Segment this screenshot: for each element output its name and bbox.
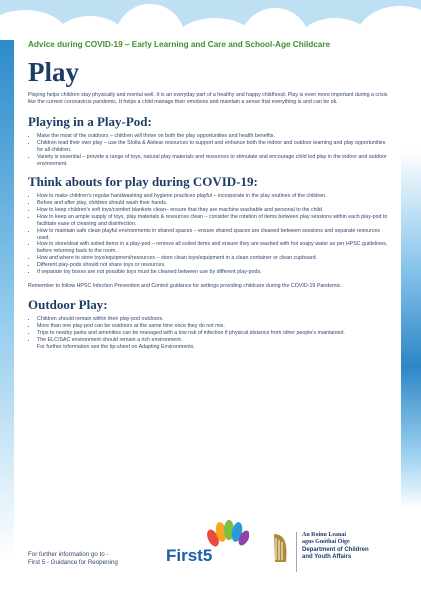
list-item: • Children lead their own play – use the Síolta & Aistear resources to support and enhance both the indoor and outdoor learning and play opportunities for all children. [37, 140, 388, 154]
guidance-link[interactable]: First 5 - Guidance for Reopening [28, 559, 118, 566]
section-heading-pod: Playing in a Play-Pod: [28, 114, 152, 129]
document-header: Advice during COVID-19 – Early Learning and Care and School-Age Childcare [28, 40, 331, 49]
section-heading-outdoor: Outdoor Play: [28, 296, 108, 312]
list-item: • Make the most of the outdoors – children will thrive on both the play opportunities and health benefits. [37, 133, 388, 140]
section-heading-think: Think abouts for play during COVID-19: [28, 173, 258, 189]
list-item: • Trips to nearby parks and amenities can be managed with a low risk of infection if physical distance from other people's maintained. [37, 330, 388, 337]
side-decoration-left [0, 40, 14, 560]
main-content [28, 40, 388, 351]
list-item: • How to keep children's soft toys/comfort blankets clean– ensure that they are machine washable and personal to the child. [37, 207, 388, 214]
list-item: • More than one play-pod can be outdoors at the same time once they do not mix. [37, 323, 388, 330]
adapting-environments-link[interactable]: For further information see the tip-sheet on Adapting Environments. [37, 343, 195, 350]
department-name [302, 532, 402, 562]
department-irish-line: An Roinn Leanaí [302, 532, 347, 538]
list-item: • Children should remain within their play-pod outdoors. [37, 316, 388, 323]
list-item: • How to keep an ample supply of toys, play materials & resources clean – consider the rotation of items between play sessions within each play-pod to facilitate ease of cleaning and disinfection. [37, 214, 388, 228]
list-item: • If separate toy boxes are not possible toys must be cleaned between use by different play-pods. [37, 269, 388, 276]
department-english-line: Department of Children [302, 546, 369, 553]
list-item: • How to maintain safe clean playful environments in shared spaces – ensure shared spaces are cleaned between sessions and separate resources used. [37, 228, 388, 242]
department-irish-line: agus Gnóthaí Óige [302, 539, 350, 546]
intro-paragraph: Playing helps children stay physically and mental well. It is an everyday part of a healthy and happy childhood. Play is even more important during a crisis like the current coronavirus pandemic. It helps a child manage their emotions and maintain a sense that everything is and can be ok. [28, 92, 388, 105]
pod-list [28, 133, 388, 168]
think-list [28, 193, 388, 276]
cloud-header [0, 0, 421, 40]
list-item: • The ELC/SAC environment should remain a rich environment. [37, 337, 388, 344]
list-item: • Before and after play, children should wash their hands. [37, 200, 388, 207]
outdoor-list [28, 316, 388, 344]
footer [0, 512, 421, 592]
page-title: Play [28, 57, 79, 87]
department-english-line: and Youth Affairs [302, 554, 352, 561]
list-item: • Variety is essential – provide a range of toys, natural play materials and resources to stimulate and encourage child led play in the indoor and outdoor environment. [37, 154, 388, 168]
list-item: • How to store/deal with soiled items in a play-pod – remove all soiled items and ensure they are washed with hot soapy water as per HPSC guidelines, before returning back to the room. [37, 241, 388, 255]
list-item: • How and where to store toys/equipment/resources – store clean toys/equipment in a clean container or clean cupboard. [37, 255, 388, 262]
hpsc-note: Remember to follow HPSC Infection Prevention and Control guidance for settings providing childcare during the COVID-19 Pandemic. [28, 283, 342, 289]
side-decoration-right [401, 150, 421, 510]
logo-divider [296, 532, 297, 572]
first5-logo: First5 [166, 546, 213, 565]
list-item: • Different play-pods should not share toys or resources. [37, 262, 388, 269]
list-item: • How to make children's regular handwashing and hygiene practices playful – incorporate in the play routines of the children. [37, 193, 388, 200]
further-info-line: For further information go to - [28, 551, 109, 558]
further-info [28, 551, 138, 567]
harp-icon [270, 532, 290, 564]
